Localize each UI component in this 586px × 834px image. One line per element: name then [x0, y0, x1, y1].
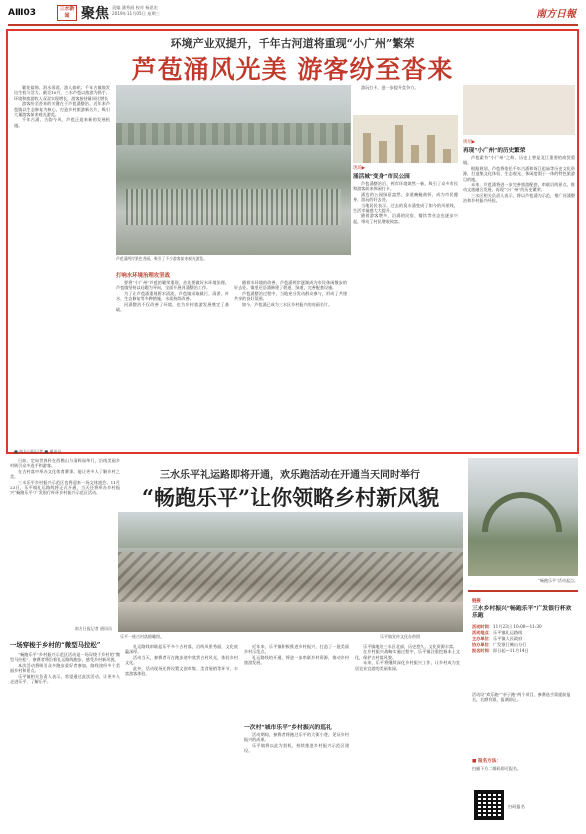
detail-value: 即日起—11月14日	[492, 648, 529, 653]
second-column-1	[10, 652, 120, 830]
paragraph: 礼运路线串联起乐平多个古村落，沿线风景秀丽，文化底蕴深厚。	[125, 644, 238, 655]
river-photo	[116, 85, 351, 255]
top-column-4	[353, 181, 458, 452]
paragraph: 未来，芦苞涌将进一步完善旅游配套，串联沿线景点，推动文旅融合发展，再现“小广州”的历史繁荣。	[463, 182, 575, 193]
paragraph: 在乡村振兴战略实施过程中，乐平镇注重挖掘本土文化，保护古村落风貌。	[355, 649, 460, 660]
photo-caption: 芦苞涌两岸景色秀丽，吸引了不少游客前来观光游览。	[116, 256, 208, 261]
paragraph: 如今，芦苞涌已成为三水区乡村振兴的亮丽名片。	[242, 301, 333, 307]
street-illustration	[463, 85, 575, 135]
paragraph: 活动当天，参赛者可在跑步途中欣赏古村风光，体验乡村文化。	[125, 654, 238, 666]
header-divider	[8, 24, 578, 26]
detail-key: 活动时间	[472, 624, 489, 629]
byline: ■ 南方日报记者 ■ 通讯员	[14, 449, 62, 454]
paragraph: 三水区相关负责人表示，将以芦苞涌为示范，推广河涌整治和乡村振兴经验。	[463, 192, 575, 204]
page-number	[8, 3, 36, 19]
photo-crowd	[126, 189, 341, 225]
second-left-intro	[10, 458, 120, 618]
detail-value: 广发银行佛山分行	[492, 642, 527, 647]
village-aerial-photo	[118, 512, 463, 632]
photo-roofs	[118, 552, 463, 602]
editor-line: 责编 潘秀丽 校对 杨思宏	[112, 5, 158, 10]
paragraph: 当地居民表示，过去的臭水涌变成了如今的风景线，生活幸福感大大提升。	[353, 202, 458, 214]
second-column-2	[125, 644, 238, 830]
bridge-illustration	[353, 115, 458, 163]
event-detail-list	[472, 624, 574, 654]
event-info-box	[468, 590, 578, 828]
subhead-tour: 一次村“城市乐平”乡村振兴的巡礼	[244, 725, 332, 731]
paragraph: 活动期间，参赛者将跑过乐平的大街小巷，见证乡村振兴的成果。	[244, 732, 349, 743]
paragraph: 繁花似锦、涓水荡漾，游人如织；千年古镇焕发出生机与活力。截至10月，三水芦苞以旅游为抓手，环境和旅游收入双双实现增长，游客接待量同比增长	[14, 85, 110, 101]
photo-trees	[116, 123, 351, 145]
page-digits: Ⅲ03	[14, 8, 37, 18]
paragraph: 游客纷至沓来的关键在于芦苞涌整治。近年来芦苞镇以生态修复为核心，打造乡村旅游新名片，吸引大量游客前来观光游览。	[14, 101, 110, 118]
paragraph: 千年古涌，古韵今风，芦苞正迎来新的发展机遇。	[14, 117, 110, 128]
aerial-photo-credit: 乐平镇宣传文化办供图	[380, 634, 420, 639]
box-note: 活动设“欢乐跑”“亲子跑”两个项目，参赛选手需提前报名，名额有限，报满即止。	[472, 692, 571, 703]
second-kicker: 三水乐平礼运路即将开通，欢乐跑活动在开通当天同时举行	[160, 470, 420, 481]
paragraph: 随着游客增多，沿涌的民宿、餐饮等业态也逐步兴起，带动了村民增收致富。	[353, 213, 458, 224]
paragraph: 为了让芦苞涌重现碧水清流，芦苞镇采取截污、清淤、补水、生态修复等多种措施，水质持续改善。	[116, 290, 229, 302]
paragraph: 要将“小广州”芦苞的繁荣重现，首先要做好水环境治理。芦苞镇坚持以问题为导向，全面开展河涌整治工作。	[116, 280, 229, 291]
paragraph: 在古村落中举办文化体育赛事，能让更多人了解乡村之美。	[10, 468, 120, 480]
detail-key: 协办单位	[472, 642, 489, 647]
detail-value: 11月23日 10:00—11:30	[492, 624, 542, 629]
qr-label: 扫码报名	[508, 804, 525, 809]
second-credit: 南方日报记者 通讯员	[74, 626, 112, 631]
paragraph: 日前，定向世界杯在西樵山与清晖园举行，沿线美丽乡村吸引众多选手和游客。	[10, 458, 120, 469]
second-column-4	[355, 644, 460, 830]
paragraph: 随着水环境的改善，芦苞涌两岸逐渐成为市民休闲散步的好去处。镇里还沿涌修建了碧道、绿道，完善配套设施。	[234, 280, 347, 291]
illustration-bar	[395, 125, 403, 163]
subhead-park: 涌活城“变身”市民公园	[353, 174, 410, 180]
paragraph: 乐平镇地处三水区北部，历史悠久，文化资源丰富。	[363, 644, 458, 649]
top-column-1	[14, 85, 110, 449]
top-story[interactable]	[6, 29, 579, 454]
paragraph: 礼运路线的开通，将进一步串联乡村资源，推动乡村旅游发展。	[244, 654, 349, 666]
subhead-mini-marathon: 一场穿梭于乡村的“微型马拉松”	[10, 641, 101, 649]
subhead-kicker: 现场▶	[353, 166, 366, 171]
list-item: 主办单位：乐平镇人民政府	[472, 636, 523, 641]
arch-shape	[482, 492, 562, 532]
illustration-bar	[411, 145, 419, 163]
illustration-bar	[363, 133, 371, 163]
box-kicker: 链接	[472, 599, 481, 604]
paragraph: 乐平镇将以此为契机，持续推进乡村振兴示范区建设。	[244, 742, 349, 754]
edition-meta	[112, 5, 160, 17]
photo-hills	[118, 512, 463, 548]
subhead-water-treatment: 打响水环境治理攻坚战	[116, 273, 170, 279]
box-subhead: ■ 报名方法：	[472, 759, 501, 764]
paragraph: 乐平镇相关负责人表示，希望通过此次活动，让更多人走进乐平、了解乐平。	[10, 673, 120, 685]
paragraph: 芦苞涌整治后，两岸环境焕然一新，吸引了众多市民和游客前来休闲打卡。	[353, 181, 458, 192]
list-item: 协办单位：广发银行佛山分行	[472, 642, 527, 647]
aerial-photo-caption: 乐平一座古村落俯瞰图。	[120, 634, 164, 639]
subhead-history: 再现“小广州”的历史繁荣	[463, 148, 526, 154]
paragraph: 河涌整治不仅改善了环境，也为乡村旅游发展奠定了基础。	[116, 301, 229, 313]
top-column-2	[116, 280, 229, 452]
second-column-3b	[244, 732, 349, 830]
list-item: 活动地点：乐平镇礼运路线	[472, 630, 523, 635]
illustration-bar	[443, 149, 451, 163]
second-headline[interactable]: “畅跑乐平”让你领略乡村新风貌	[141, 485, 440, 510]
top-column-4-lead	[353, 85, 458, 119]
paragraph: 涌边的公园绿意盎然，步道蜿蜒曲折，成为市民健身、游玩的好去处。	[353, 191, 458, 203]
qr-code-icon[interactable]	[474, 790, 504, 820]
paragraph: 芦苞涌整治过程中，当地充分发动群众参与，形成了共建共享的良好氛围。	[234, 290, 347, 302]
newspaper-logo: 南方日報	[536, 9, 576, 20]
masthead	[0, 0, 586, 28]
paragraph: 根据规划，芦苞将依托千年古涌和胥江祖庙等历史文化资源，打造集文化体验、生态观光、休闲度假于一体的特色旅游目的地。	[463, 165, 575, 182]
detail-key: 报名时间	[472, 648, 489, 653]
list-item: 报名时间：即日起—11月14日	[472, 648, 529, 653]
arch-photo-caption: “畅跑乐平”活动起点。	[537, 578, 578, 583]
top-kicker: 环境产业双提升，千年古河道将重现“小广州”繁荣	[170, 37, 415, 50]
subhead-kicker: 规划▶	[463, 140, 476, 145]
detail-value: 乐平镇人民政府	[492, 636, 523, 641]
date-line: 2019年11月05日 星期三	[112, 11, 160, 16]
section-title: 聚焦	[81, 6, 109, 22]
paragraph: 三水乐平乡村振兴示范区也将迎来一场文体盛会。11月23日，乐平镇礼运路线将正式开通，当天还将举办乡村振兴“畅跑乐平”广发银行杯环乡村振兴示范区活动。	[10, 479, 120, 496]
paragraph: 近年来，乐平镇积极推进乡村振兴，打造了一批美丽乡村示范点。	[244, 644, 349, 655]
paragraph: “畅跑乐平”乡村振兴示范区活动是一场穿梭于乡村的“微型马拉松”，参赛者将沿着礼运路线跑步，感受乡村新风貌。	[10, 652, 120, 663]
detail-key: 活动地点	[472, 630, 489, 635]
start-arch-photo	[468, 458, 578, 576]
detail-value: 乐平镇礼运路线	[492, 630, 523, 635]
list-item: 活动时间：11月23日 10:00—11:30	[472, 624, 542, 629]
illustration-bar	[379, 141, 387, 163]
paragraph: 芦苞素有“小广州”之称，历史上曾是北江重要的商贸重镇。	[463, 155, 575, 166]
paragraph: 本次活动将吸引众多跑步爱好者参加，路线途经多个美丽乡村和景点。	[10, 662, 120, 674]
paragraph: 此外，活动现场还将设置文创市集、美食展销等环节，丰富游客体验。	[125, 665, 238, 677]
top-column-3	[234, 280, 347, 452]
box-instructions: 扫描下方二维码即可报名。	[472, 766, 522, 771]
illustration-bar	[427, 135, 435, 163]
top-column-5	[463, 155, 575, 452]
paragraph: 游玩打卡，进一步提升竞争力。	[361, 85, 419, 90]
box-title: 三水乡村振兴“畅跑乐平”广发银行杯欢乐跑	[472, 606, 572, 619]
detail-key: 主办单位	[472, 636, 489, 641]
paragraph: 未来，乐平将继续深化乡村振兴工作，让乡村成为宜居宜业宜游的美丽家园。	[355, 660, 460, 671]
section-badge: 三水新闻	[57, 5, 77, 21]
top-headline: 芦苞涌风光美 游客纷至沓来	[131, 55, 454, 84]
page-letter: A	[8, 8, 15, 18]
